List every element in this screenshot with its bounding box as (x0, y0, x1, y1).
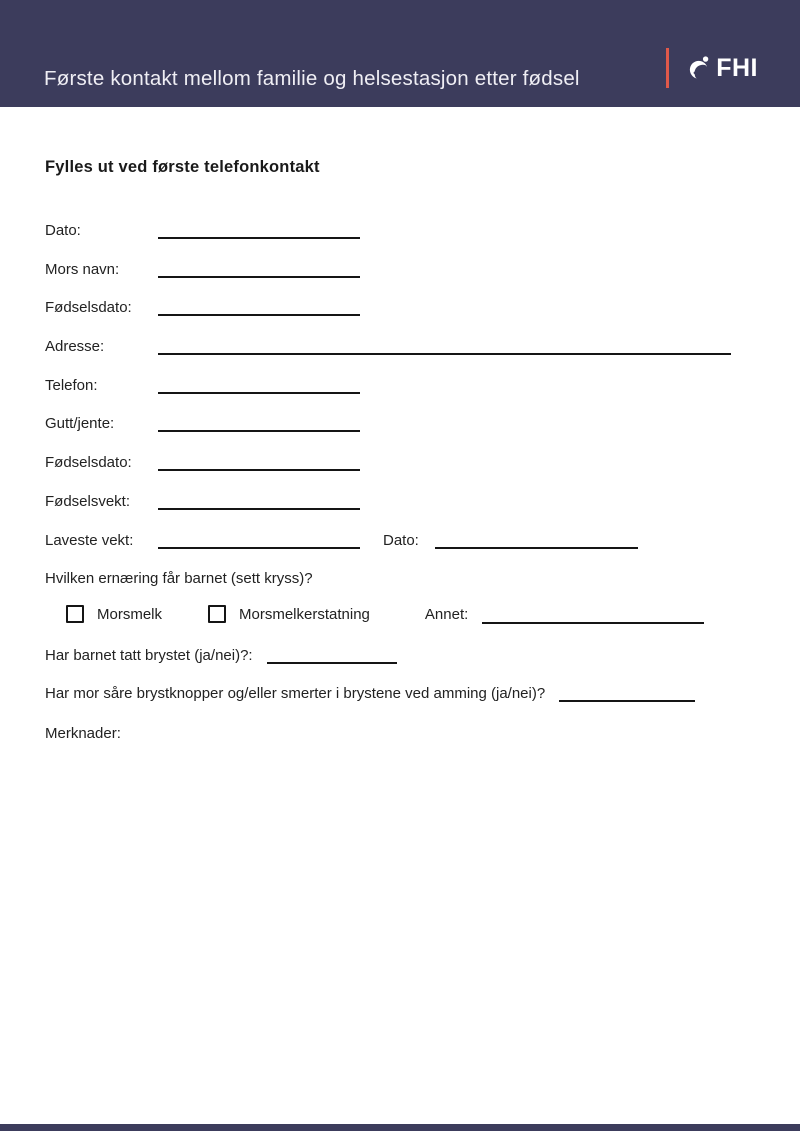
sore-question: Har mor såre brystknopper og/eller smerter i brystene ved amming (ja/nei)? (45, 684, 546, 702)
field-label: Gutt/jente: (45, 415, 115, 433)
field-input-line[interactable] (158, 237, 360, 239)
sore-question-row (45, 683, 755, 704)
field-input-line[interactable] (158, 469, 360, 471)
header (0, 0, 800, 107)
lowest-weight-row (45, 530, 755, 551)
header-divider (666, 48, 669, 88)
field-input-line[interactable] (158, 508, 360, 510)
other-label: Annet: (424, 605, 469, 623)
field-label: Fødselsdato: (45, 454, 132, 472)
fhi-logo (684, 55, 758, 82)
header-logo-area (666, 48, 758, 91)
field-label: Telefon: (45, 376, 98, 394)
field-label: Mors navn: (45, 260, 120, 278)
page-title: Første kontakt mellom familie og helsestasjon etter fødsel (44, 67, 580, 91)
checkbox-label: Morsmelk (97, 605, 163, 623)
field-input-line[interactable] (158, 276, 360, 278)
breast-question: Har barnet tatt brystet (ja/nei)?: (45, 646, 253, 664)
form-field-row (45, 375, 755, 396)
form-field-row (45, 220, 755, 241)
field-input-line[interactable] (158, 392, 360, 394)
form-field-row (45, 297, 755, 318)
field-label: Dato: (45, 222, 81, 239)
form-body (0, 107, 800, 744)
lowest-weight-input-line[interactable] (158, 547, 360, 549)
nutrition-question: Hvilken ernæring får barnet (sett kryss)? (45, 569, 313, 587)
field-input-line[interactable] (158, 353, 731, 355)
morsmelkerstatning-checkbox[interactable] (208, 605, 226, 623)
footer-bar (0, 1124, 800, 1131)
field-label: Adresse: (45, 338, 105, 356)
sore-answer-input-line[interactable] (559, 700, 695, 702)
form-field-row (45, 336, 755, 357)
field-rows (45, 220, 755, 512)
field-input-line[interactable] (158, 314, 360, 316)
field-label: Fødselsvekt: (45, 492, 131, 510)
field-label: Laveste vekt: (45, 531, 134, 549)
notes-label: Merknader: (45, 724, 121, 742)
checkbox-label: Morsmelkerstatning (239, 605, 370, 623)
morsmelk-checkbox[interactable] (66, 605, 84, 623)
breast-answer-input-line[interactable] (267, 662, 397, 664)
form-field-row (45, 259, 755, 280)
fhi-logo-text: FHI (716, 53, 758, 82)
field-label: Fødselsdato: (45, 299, 132, 317)
form-field-row (45, 413, 755, 434)
nutrition-checkbox-row (45, 605, 755, 624)
breast-question-row (45, 645, 755, 666)
section-title: Fylles ut ved første telefonkontakt (45, 158, 320, 176)
form-field-row (45, 491, 755, 512)
fhi-swoosh-icon (684, 55, 711, 82)
field-label: Dato: (383, 531, 419, 549)
field-input-line[interactable] (158, 430, 360, 432)
form-field-row (45, 452, 755, 473)
lowest-weight-date-input-line[interactable] (435, 547, 638, 549)
other-input-line[interactable] (482, 622, 704, 624)
